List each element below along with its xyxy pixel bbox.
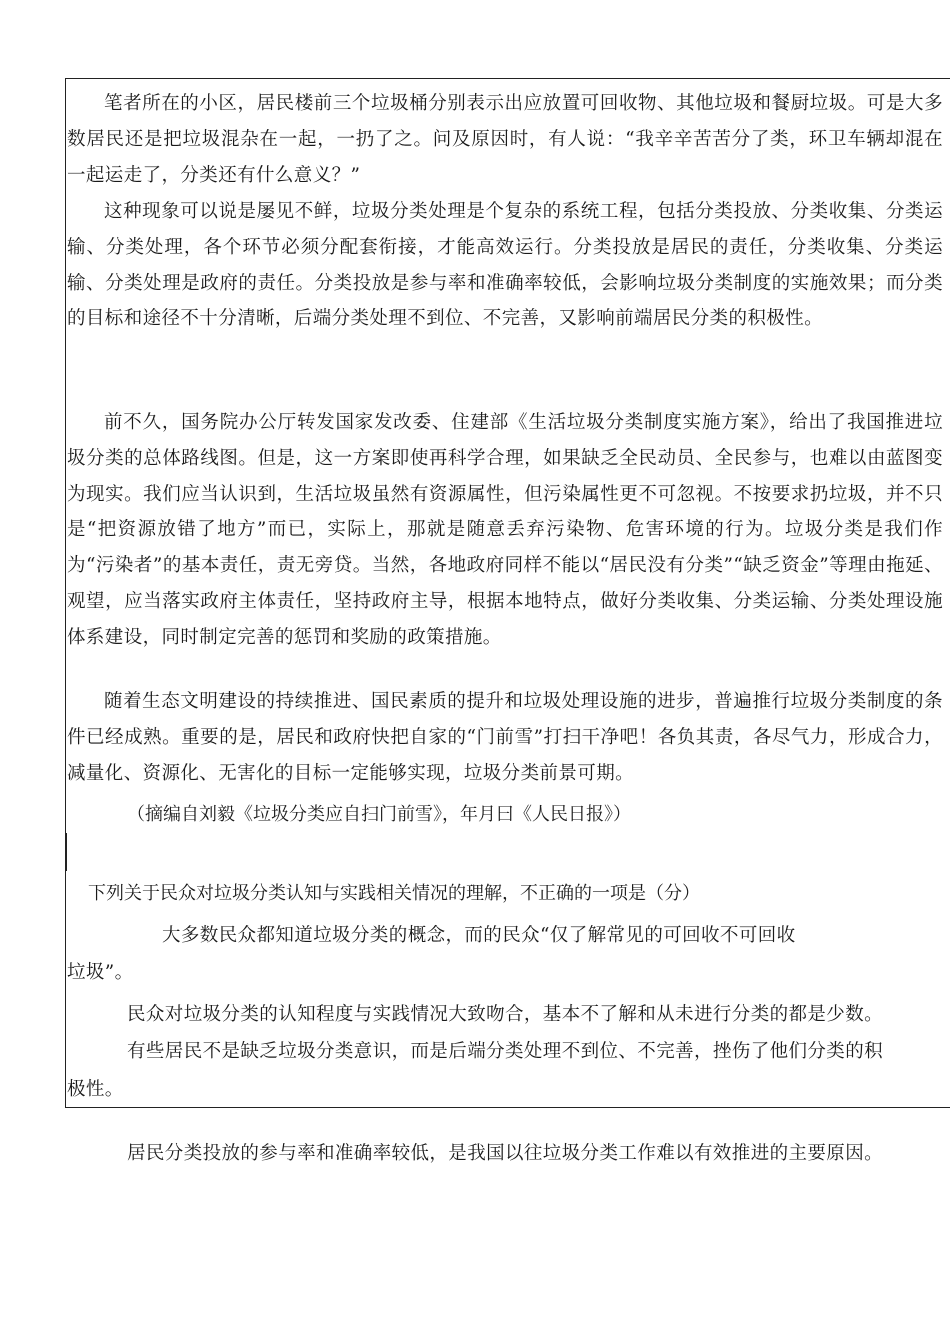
option-c-line-1: 有些居民不是缺乏垃圾分类意识，而是后端分类处理不到位、不完善，挫伤了他们分类的积 <box>127 1041 884 1062</box>
option-b: 民众对垃圾分类的认知程度与实践情况大致吻合，基本不了解和从未进行分类的都是少数。 <box>127 1004 884 1025</box>
option-a-line-2: 垃圾”。 <box>67 962 134 983</box>
option-a-line-1: 大多数民众都知道垃圾分类的概念，而的民众“仅了解常见的可回收不可回收 <box>162 925 796 946</box>
article-paragraph-2: 这种现象可以说是屡见不鲜，垃圾分类处理是个复杂的系统工程，包括分类投放、分类收集、分类运输、分类处理，各个环节必须分配套衔接，才能高效运行。分类投放是居民的责任，分类收集、分类运输、分类处理是政府的责任。分类投放是参与率和准确率较低，会影响垃圾分类制度的实施效果；而分类的目标和途径不十分清晰，后端分类处理不到位、不完善，又影响前端居民分类的积极性。 <box>67 201 943 330</box>
option-c-line-2: 极性。 <box>67 1079 124 1100</box>
option-d: 居民分类投放的参与率和准确率较低，是我国以往垃圾分类工作难以有效推进的主要原因。 <box>127 1143 884 1164</box>
frame-divider <box>65 833 67 871</box>
article-source: （摘编自刘毅《垃圾分类应自扫门前雪》，年月曰《人民日报》） <box>127 804 631 825</box>
question-stem: 下列关于民众对垃圾分类认知与实践相关情况的理解，不正确的一项是（分） <box>88 883 700 904</box>
article-paragraph-3: 前不久，国务院办公厅转发国家发改委、住建部《生活垃圾分类制度实施方案》，给出了我国推进垃圾分类的总体路线图。但是，这一方案即使再科学合理，如果缺乏全民动员、全民参与，也难以由蓝图变为现实。我们应当认识到，生活垃圾虽然有资源属性，但污染属性更不可忽视。不按要求扔垃圾，并不只是“把资源放错了地方”而已，实际上，那就是随意丢弃污染物、危害环境的行为。垃圾分类是我们作为“污染者”的基本责任，责无旁贷。当然，各地政府同样不能以“居民没有分类”“缺乏资金”等理由拖延、观望，应当落实政府主体责任，坚持政府主导，根据本地特点，做好分类收集、分类运输、分类处理设施体系建设，同时制定完善的惩罚和奖励的政策措施。 <box>67 412 943 648</box>
article-paragraph-1: 笔者所在的小区，居民楼前三个垃圾桶分别表示出应放置可回收物、其他垃圾和餐厨垃圾。可是大多数居民还是把垃圾混杂在一起，一扔了之。问及原因时，有人说：“我辛辛苦苦分了类，环卫车辆却混在一起运走了，分类还有什么意义？” <box>67 93 943 186</box>
article-paragraph-4: 随着生态文明建设的持续推进、国民素质的提升和垃圾处理设施的进步，普遍推行垃圾分类制度的条件已经成熟。重要的是，居民和政府快把自家的“门前雪”打扫干净吧！各负其责，各尽气力，形成合力，减量化、资源化、无害化的目标一定能够实现，垃圾分类前景可期。 <box>67 691 943 784</box>
